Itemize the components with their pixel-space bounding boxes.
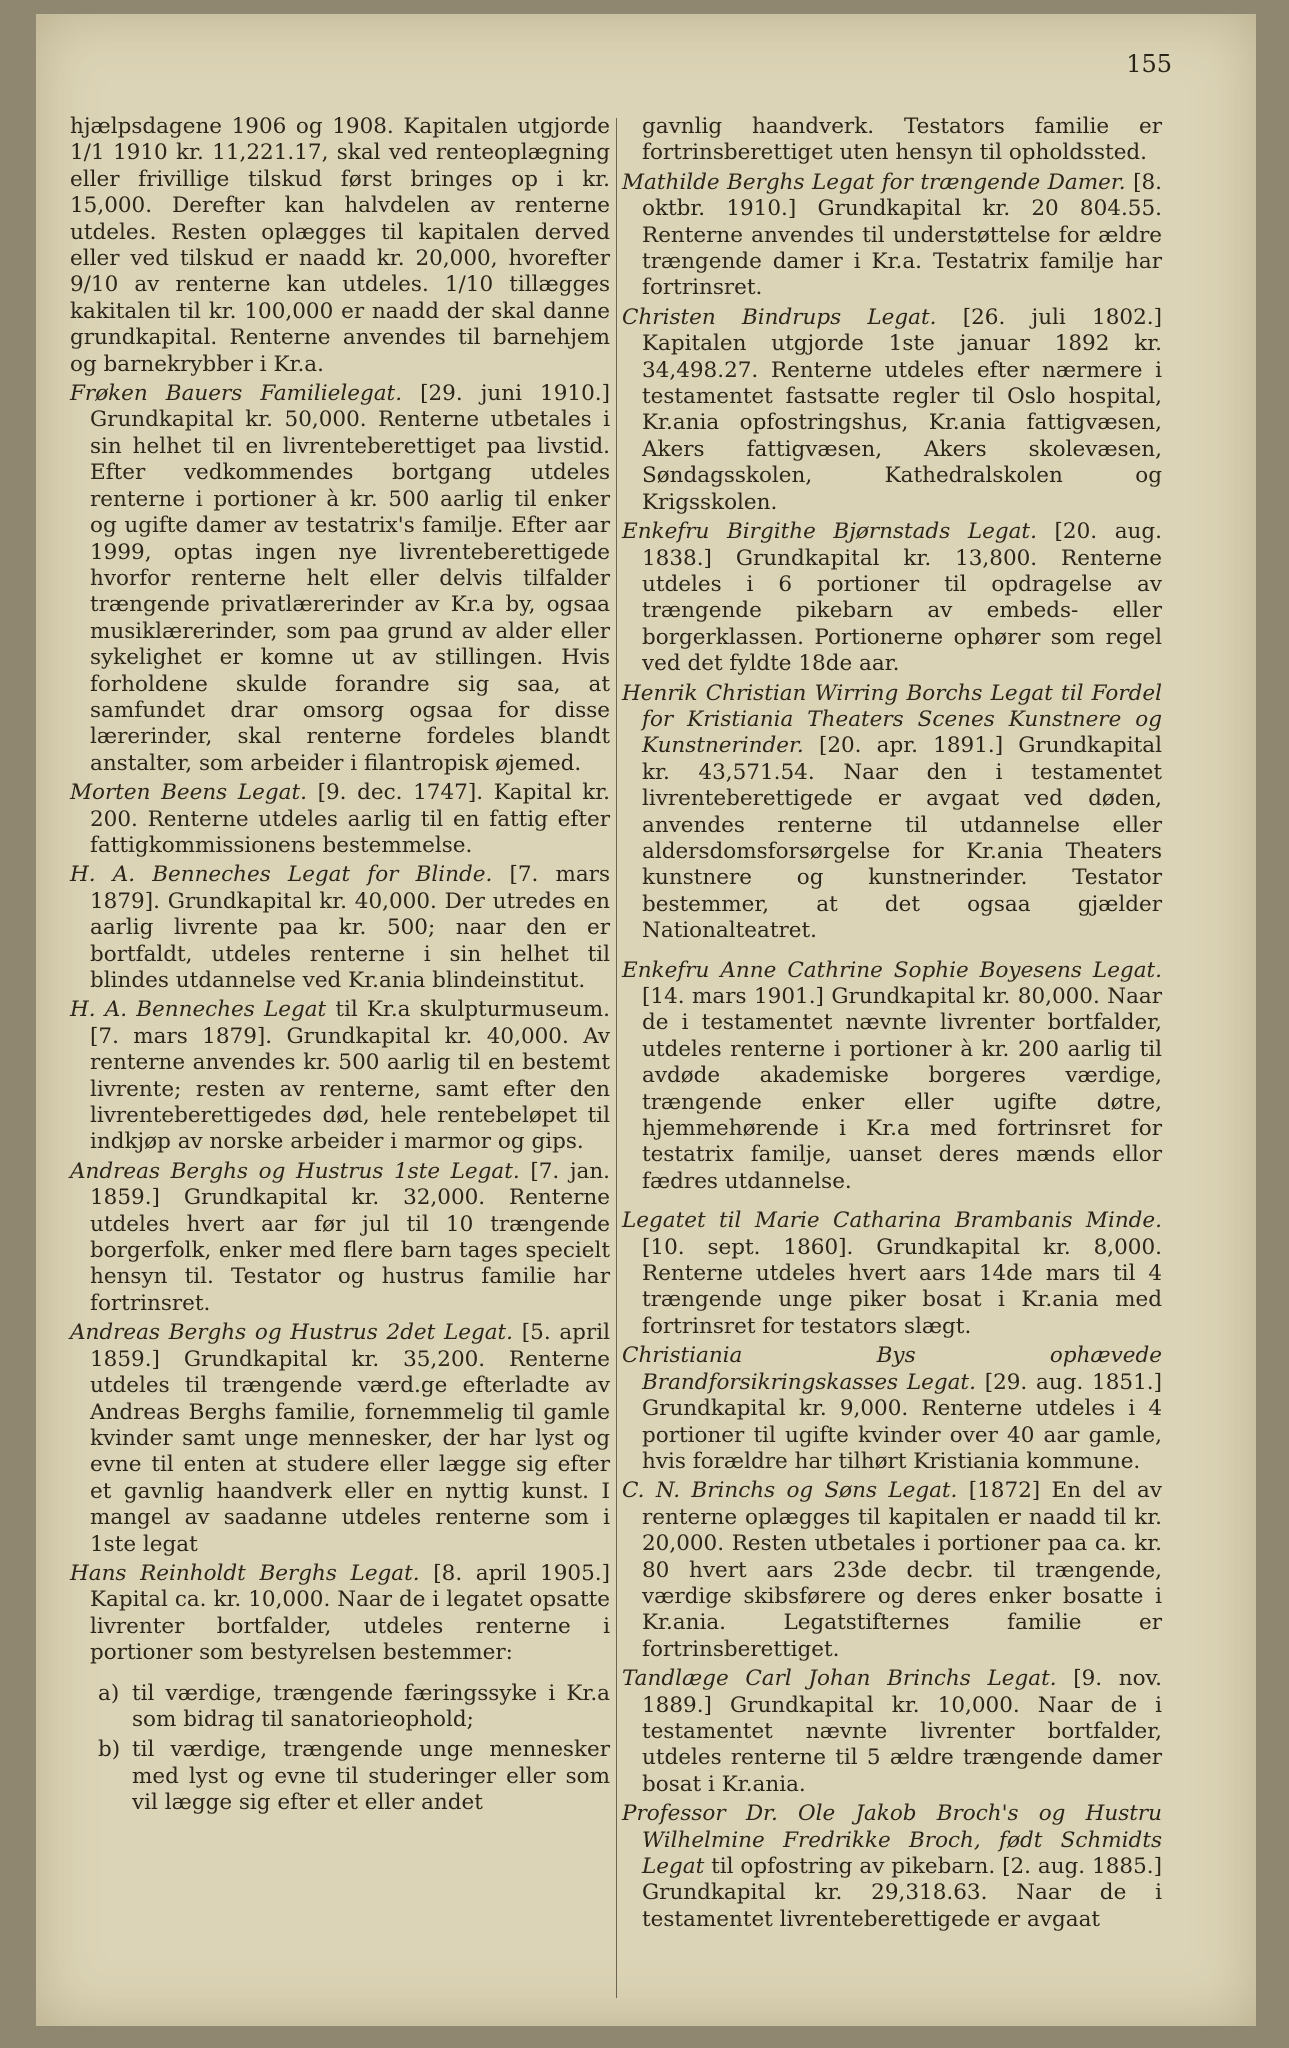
legat-body: [5. april 1859.] Grundkapital kr. 35,200. Renterne utdeles til trængende værd.ge efterladte av Andreas Berghs familie, fornemmelig til gamle kvinder samt unge mennesker, der har lyst og evne til enten at studere eller lægge sig efter et gavnlig haandverk eller en nyttig kunst. I mangel av saadanne utdeles renterne som i 1ste legat xyxy=(90,1320,610,1557)
legat-body: [9. nov. 1889.] Grundkapital kr. 10,000. Naar de i testamentet nævnte livrenter bortfalder, utdeles renterne til 5 ældre trængende damer bosat i Kr.ania. xyxy=(642,1666,1162,1797)
legat-title: Andreas Berghs og Hustrus 1ste Legat. xyxy=(70,1158,520,1184)
legat-body: [7. jan. 1859.] Grundkapital kr. 32,000. Renterne utdeles hvert aar før jul til 10 trængende borgerfolk, enker med flere barn tages specielt hensyn til. Testator og hustrus familie har fortrinsret. xyxy=(90,1158,610,1316)
right-intro-text: gavnlig haandverk. Testators familie er fortrinsberettiget uten hensyn til opholdssted. xyxy=(642,114,1162,166)
legat-entry xyxy=(70,997,610,1155)
legat-body: [20. apr. 1891.] Grundkapital kr. 43,571.54. Naar den i testamentet livrenteberettigede er avgaat ved døden, anvendes renterne til utdannelse eller aldersdomsforsørgelse for Kr.ania Theaters kunstnere og kunstnerinder. Testator bestemmer, at det ogsaa gjælder Nationalteatret. xyxy=(642,733,1162,944)
legat-body: til opfostring av pikebarn. [2. aug. 1885.] Grundkapital kr. 29,318.63. Naar de i testamentet livrenteberettigede er avgaat xyxy=(642,1854,1162,1932)
legat-entry xyxy=(622,958,1162,1196)
list-marker: a) xyxy=(98,1680,120,1706)
list-item xyxy=(98,1737,610,1816)
legat-entry xyxy=(70,1159,610,1317)
legat-entry xyxy=(70,780,610,859)
legat-body: [14. mars 1901.] Grundkapital kr. 80,000. Naar de i testamentet nævnte livrenter bortfalder, utdeles renterne i portioner à kr. 200 aarlig til avdøde akademiske borgeres værdige, trængende enker eller ugifte døtre, hjemmehørende i Kr.a med fortrinsret for testatrix familje, uanset deres mænds ellor fædres utdannelse. xyxy=(642,984,1162,1194)
legat-title: Mathilde Berghs Legat for trængende Damer. xyxy=(622,169,1126,195)
legat-entry xyxy=(622,305,1162,516)
legat-body: [26. juli 1802.] Kapitalen utgjorde 1ste januar 1892 kr. 34,498.27. Renterne utdeles efter nærmere i testamentet fastsatte regler til Oslo hospital, Kr.ania opfostringshus, Kr.ania fattigvæsen, Akers fattigvæsen, Akers skolevæsen, Søndagsskolen, Kathedralskolen og Krigsskolen. xyxy=(642,304,1162,515)
legat-body: [7. mars 1879]. Grundkapital kr. 40,000. Der utredes en aarlig livrente paa kr. 500; naar den er bortfaldt, utdeles renterne i sin helhet til blindes utdannelse ved Kr.ania blindeinstitut. xyxy=(90,862,610,993)
list-text: til værdige, trængende unge mennesker med lyst og evne til studeringer eller som vil lægge sig efter et eller andet xyxy=(132,1737,610,1816)
book-page xyxy=(36,14,1256,2026)
legat-entry xyxy=(70,1320,610,1558)
legat-entry xyxy=(622,1478,1162,1663)
legat-body: [20. aug. 1838.] Grundkapital kr. 13,800. Renterne utdeles i 6 portioner til opdragelse av trængende pikebarn av embeds- eller borgerklassen. Portionerne ophører som regel ved det fyldte 18de aar. xyxy=(642,519,1162,677)
legat-title: C. N. Brinchs og Søns Legat. xyxy=(622,1478,958,1504)
legat-title: H. A. Benneches Legat xyxy=(70,997,327,1023)
legat-title: Henrik Christian Wirring Borchs Legat til Fordel for Kristiania Theaters Scenes Kunstnere og Kunstnerinder. xyxy=(622,680,1162,759)
legat-body: [1872] En del av renterne oplægges til kapitalen er naadd til kr. 20,000. Resten utbetales i portioner paa ca. kr. 80 hvert aars 23de decbr. til trængende, værdige skibsførere og deres enker bosatte i Kr.ania. Legatstifternes familie er fortrinsberettiget. xyxy=(642,1478,1162,1662)
page-number: 155 xyxy=(1126,50,1172,78)
legat-entry xyxy=(622,1208,1162,1340)
legat-entry xyxy=(622,1666,1162,1798)
legat-entry xyxy=(622,1343,1162,1475)
left-intro-text: hjælpsdagene 1906 og 1908. Kapitalen utgjorde 1/1 1910 kr. 11,221.17, skal ved renteoplægning eller frivillige tilskud først bringes op i kr. 15,000. Derefter kan halvdelen av renterne utdeles. Resten oplægges til kapitalen derved eller ved tilskud er naadd kr. 20,000, hvorefter 9/10 av renterne kan utdeles. 1/10 tillægges kakitalen til kr. 100,000 er naadd der skal danne grundkapital. Renterne anvendes til barnehjem og barnekrybber i Kr.a. xyxy=(70,114,610,377)
legat-body: [29. aug. 1851.] Grundkapital kr. 9,000. Renterne utdeles i 4 portioner til ugifte kvinder over 40 aar gamle, hvis forældre har tilhørt Kristiania kommune. xyxy=(642,1369,1162,1474)
legat-entry xyxy=(622,681,1162,945)
list-text: til værdige, trængende færingssyke i Kr.a som bidrag til sanatorieophold; xyxy=(132,1680,610,1732)
legat-body: [10. sept. 1860]. Grundkapital kr. 8,000. Renterne utdeles hvert aars 14de mars til 4 trængende unge piker bosat i Kr.ania med fortrinsret for testators slægt. xyxy=(642,1234,1162,1339)
legat-body: [29. juni 1910.] Grundkapital kr. 50,000. Renterne utbetales i sin helhet til en livrenteberettiget paa livstid. Efter vedkommendes bortgang utdeles renterne i portioner à kr. 500 aarlig til enker og ugifte damer av testatrix's familje. Efter aar 1999, optas ingen nye livrenteberettigede hvorfor renterne helt eller delvis tilfalder trængende privatlærerinder av Kr.a by, ogsaa musiklærerinder, som paa grund av alder eller sykelighet er komne ut av stillingen. Hvis forholdene skulde forandre sig saa, at samfundet drar omsorg ogsaa for disse lærerinder, skal renterne fordeles blandt anstalter, som arbeider i filantropisk øjemed. xyxy=(90,381,610,776)
legat-entry xyxy=(622,519,1162,677)
legat-title: Legatet til Marie Catharina Brambanis Minde. xyxy=(622,1208,1162,1234)
legat-body: [8. oktbr. 1910.] Grundkapital kr. 20 804.55. Renterne anvendes til understøttelse for ældre trængende damer i Kr.a. Testatrix familje har fortrinsret. xyxy=(642,169,1162,301)
list-item xyxy=(98,1681,610,1734)
legat-title: Frøken Bauers Familielegat. xyxy=(70,381,403,407)
column-divider xyxy=(616,118,617,1998)
right-column xyxy=(622,114,1162,1936)
legat-title: Enkefru Anne Cathrine Sophie Boyesens Legat. xyxy=(622,957,1162,983)
legat-entry xyxy=(622,170,1162,302)
legat-title: Enkefru Birgithe Bjørnstads Legat. xyxy=(622,519,1037,545)
legat-body: til Kr.a skulpturmuseum. [7. mars 1879]. Grundkapital kr. 40,000. Av renterne anvendes kr. 500 aarlig til en bestemt livrente; resten av renterne, samt efter den livrenteberettigedes død, hele rentebeløpet til indkjøp av norske arbeider i marmor og gips. xyxy=(90,997,610,1155)
legat-body: [9. dec. 1747]. Kapital kr. 200. Renterne utdeles aarlig til en fattig efter fattigkommissionens bestemmelse. xyxy=(90,780,610,858)
legat-title: Hans Reinholdt Berghs Legat. xyxy=(70,1560,420,1586)
spacer xyxy=(622,1198,1162,1208)
legat-entry xyxy=(622,1801,1162,1933)
legat-entry xyxy=(70,381,610,777)
legat-entry xyxy=(70,1561,610,1667)
list-marker: b) xyxy=(98,1737,121,1763)
legat-title: Morten Beens Legat. xyxy=(70,780,307,806)
legat-title: Professor Dr. Ole Jakob Broch's og Hustru Wilhelmine Fredrikke Broch, født Schmidts Legat xyxy=(622,1801,1162,1879)
legat-title: Christiania Bys ophævede Brandforsikringskasses Legat. xyxy=(622,1343,1162,1395)
legat-title: Christen Bindrups Legat. xyxy=(622,304,937,330)
spacer xyxy=(622,948,1162,958)
legat-title: Tandlæge Carl Johan Brinchs Legat. xyxy=(622,1666,1057,1692)
legat-title: Andreas Berghs og Hustrus 2det Legat. xyxy=(70,1320,514,1346)
left-column xyxy=(70,114,610,1817)
legat-title: H. A. Benneches Legat for Blinde. xyxy=(70,862,493,888)
legat-body: [8. april 1905.] Kapital ca. kr. 10,000. Naar de i legatet opsatte livrenter bortfalder, utdeles renterne i portioner som bestyrelsen bestemmer: xyxy=(90,1560,610,1666)
legat-entry xyxy=(70,862,610,994)
